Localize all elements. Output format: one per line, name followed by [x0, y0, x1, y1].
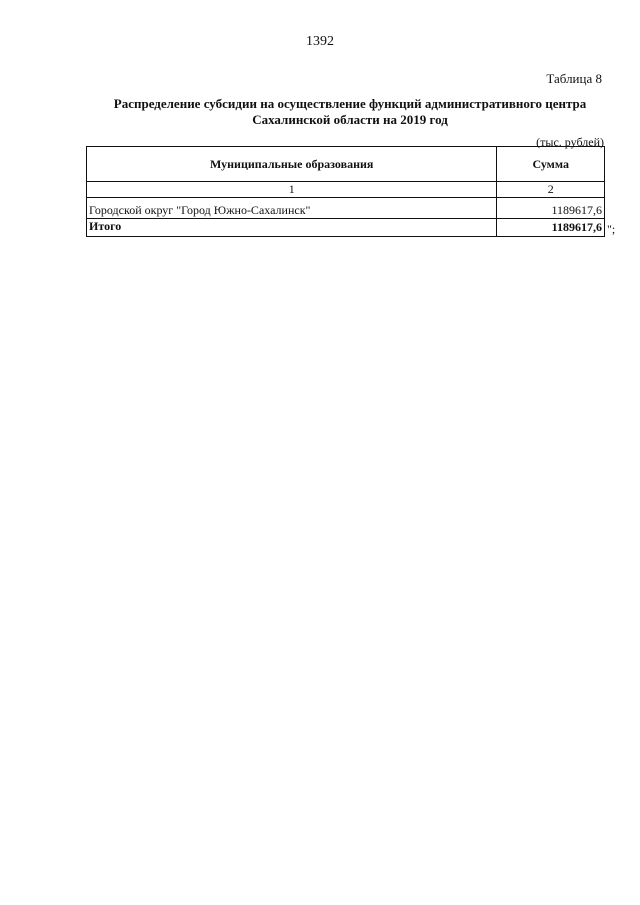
closing-quote-mark: ";	[607, 222, 616, 236]
municipality-amount: 1189617,6	[497, 198, 605, 219]
municipality-name: Городской округ "Город Южно-Сахалинск"	[87, 198, 497, 219]
table-row	[87, 198, 605, 219]
header-municipalities: Муниципальные образования	[87, 147, 497, 182]
total-amount: 1189617,6	[497, 219, 605, 237]
column-number-2: 2	[497, 182, 605, 198]
table-header-row	[87, 147, 605, 182]
title-line-2: Сахалинской области на 2019 год	[252, 112, 448, 127]
total-label: Итого	[87, 219, 497, 237]
header-amount: Сумма	[497, 147, 605, 182]
page-number: 1392	[306, 34, 334, 49]
total-row	[87, 219, 605, 237]
subsidy-table	[86, 146, 605, 237]
units-label: (тыс. рублей)	[536, 135, 604, 149]
title-line-1: Распределение субсидии на осуществление функций административного центра	[113, 96, 587, 111]
column-number-1: 1	[87, 182, 497, 198]
column-number-row	[87, 182, 605, 198]
document-title	[90, 96, 610, 128]
table-label: Таблица 8	[546, 71, 602, 86]
